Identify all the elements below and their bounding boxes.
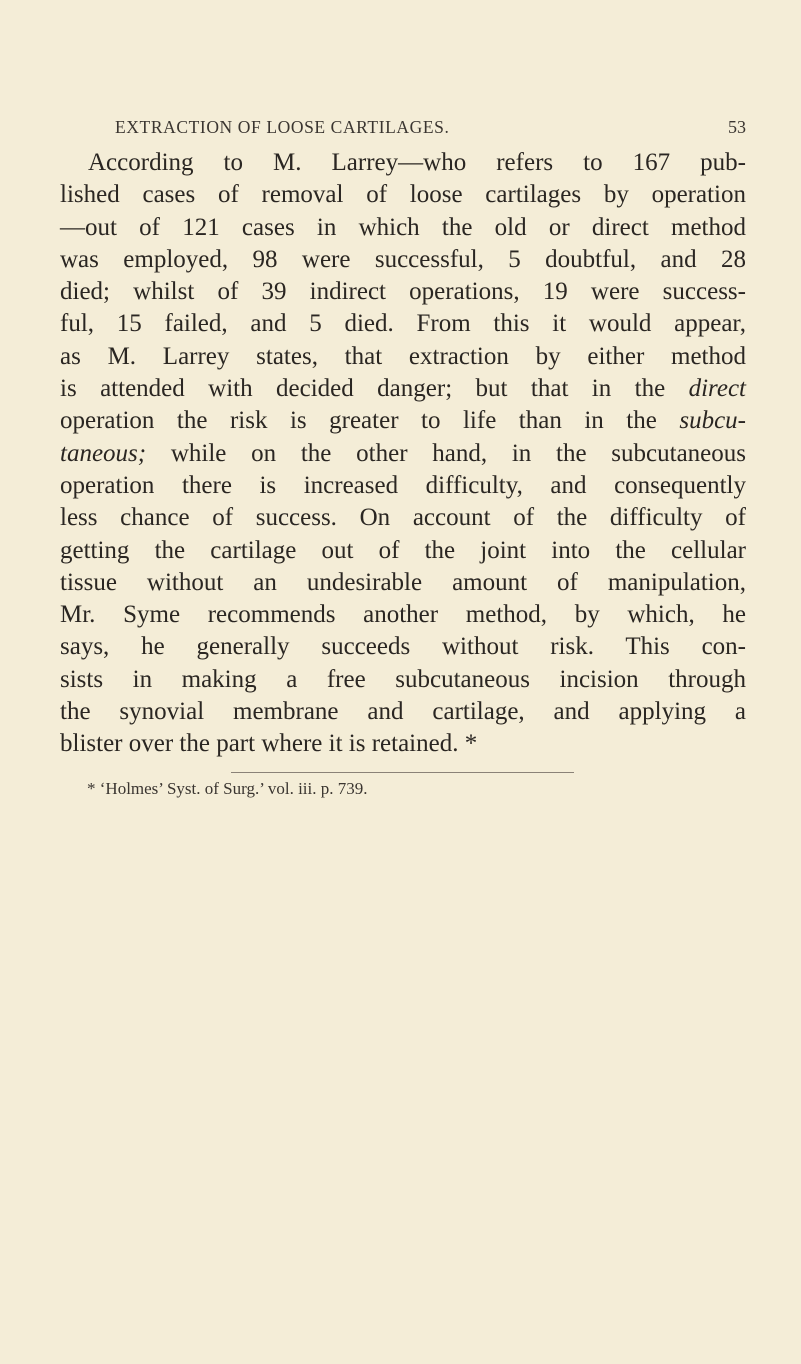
- text-line-18: the synovial membrane and cartilage, and applying a: [60, 698, 746, 726]
- text-line-2: lished cases of removal of loose cartilages by operation: [60, 181, 746, 209]
- text-line-9: operation the risk is greater to life than in the subcu-: [60, 407, 746, 435]
- header-title: EXTRACTION OF LOOSE CARTILAGES.: [115, 117, 450, 137]
- text-line-17: sists in making a free subcutaneous incision through: [60, 665, 746, 693]
- text-line-6: ful, 15 failed, and 5 died. From this it would appear,: [60, 310, 746, 338]
- italic-word: direct: [688, 375, 746, 403]
- text-line-3: —out of 121 cases in which the old or direct method: [60, 213, 746, 241]
- text-line-1: According to M. Larrey—who refers to 167 pub-: [88, 149, 746, 176]
- text-line-13: getting the cartilage out of the joint into the cellular: [60, 536, 746, 564]
- text-line-10: taneous; while on the other hand, in the subcutaneous: [60, 439, 746, 467]
- text-line-4: was employed, 98 were successful, 5 doubtful, and 28: [60, 245, 746, 273]
- text-line-19: blister over the part where it is retained. *: [60, 730, 478, 758]
- italic-word: taneous;: [60, 439, 147, 467]
- page-number: 53: [728, 117, 746, 137]
- text-line-16: says, he generally succeeds without risk. This con-: [60, 633, 746, 661]
- text-line-7: as M. Larrey states, that extraction by either method: [60, 342, 746, 370]
- body-paragraph: [60, 147, 746, 761]
- footnote: * ‘Holmes’ Syst. of Surg.’ vol. iii. p. 739.: [87, 779, 368, 798]
- italic-word: subcu-: [679, 407, 746, 435]
- text-line-15: Mr. Syme recommends another method, by which, he: [60, 601, 746, 629]
- text-line-5: died; whilst of 39 indirect operations, 19 were success-: [60, 278, 746, 306]
- text-line-12: less chance of success. On account of the difficulty of: [60, 504, 746, 532]
- running-head: [60, 117, 746, 141]
- text-line-11: operation there is increased difficulty, and consequently: [60, 471, 746, 499]
- text-line-8: is attended with decided danger; but that in the direct: [60, 375, 746, 403]
- text-line-14: tissue without an undesirable amount of manipulation,: [60, 568, 746, 596]
- footnote-rule: [231, 772, 574, 773]
